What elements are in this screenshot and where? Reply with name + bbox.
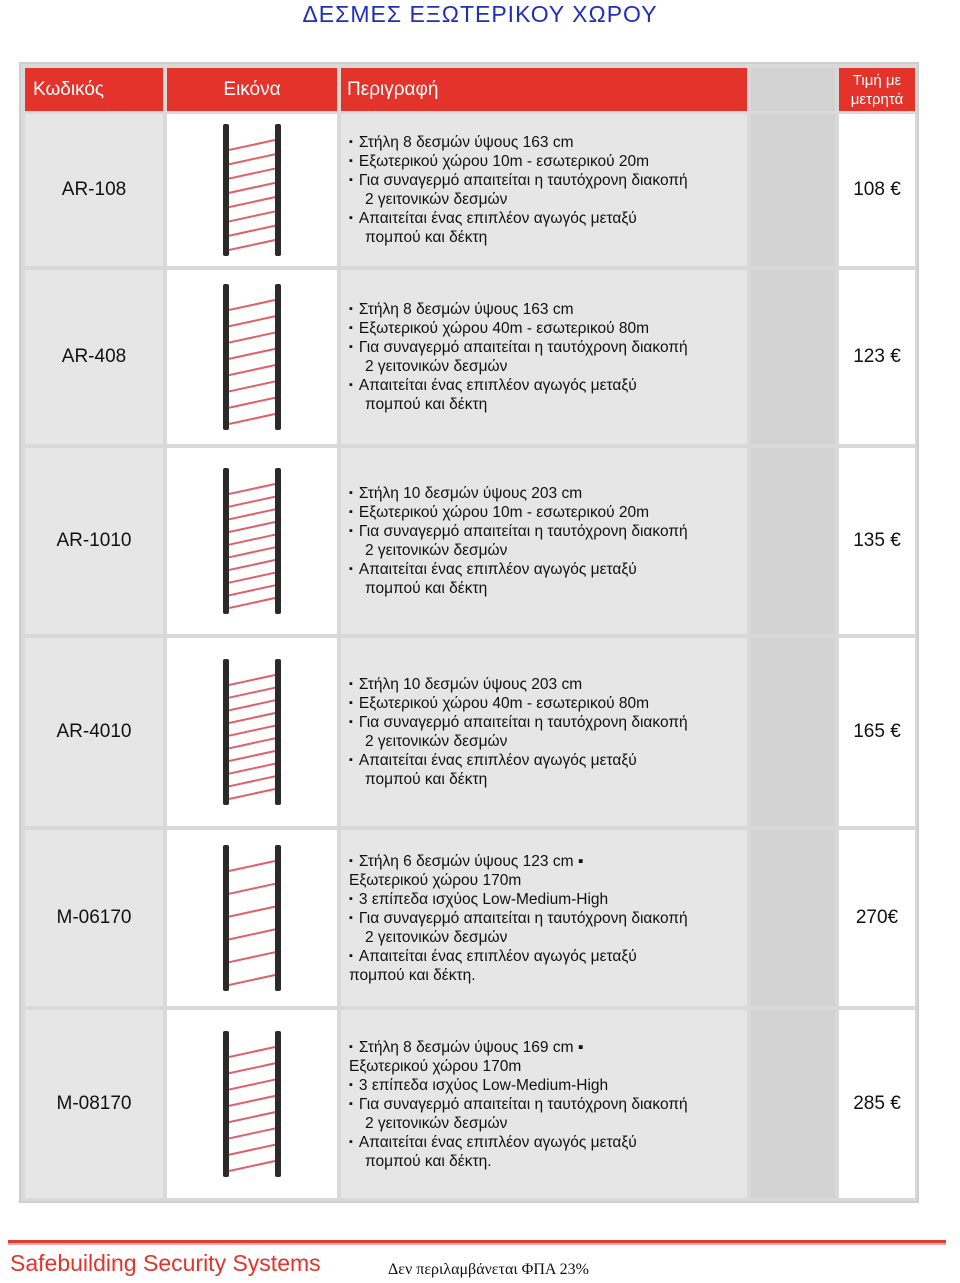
- beam-line: [229, 497, 275, 507]
- beam-column-image: [167, 830, 337, 1006]
- description-line: ▪ Για συναγερμό απαιτείται η ταυτόχρονη διακοπή: [349, 713, 747, 732]
- beam-post: [223, 845, 229, 991]
- description-line: ▪ Για συναγερμό απαιτείται η ταυτόχρονη διακοπή: [349, 338, 747, 357]
- footer-divider: [8, 1240, 946, 1243]
- description-line: ▪ Στήλη 8 δεσμών ύψους 163 cm: [349, 300, 747, 319]
- description-line: 2 γειτονικών δεσμών: [365, 928, 508, 946]
- description-line: ▪ Απαιτείται ένας επιπλέον αγωγός μεταξύ: [349, 751, 747, 770]
- beam-line: [229, 240, 275, 250]
- product-description: [341, 114, 747, 266]
- beam-line: [229, 509, 275, 519]
- beam-line: [229, 1145, 275, 1155]
- beam-line: [229, 1063, 275, 1073]
- price-table: [19, 62, 919, 1203]
- header-price-line1: Τιμή με: [852, 71, 902, 89]
- beam-column-image: [167, 114, 337, 266]
- beam-post: [275, 1031, 281, 1177]
- beam-post: [275, 845, 281, 991]
- table-row: [21, 830, 917, 1006]
- description-line: ▪ Απαιτείται ένας επιπλέον αγωγός μεταξύ: [349, 560, 747, 579]
- beam-post: [223, 468, 229, 614]
- header-price-line2: μετρητά: [850, 90, 904, 108]
- beam-line: [229, 1128, 275, 1138]
- table-row: [21, 270, 917, 444]
- beam-line: [229, 154, 275, 164]
- product-code: AR-1010: [25, 448, 163, 634]
- beam-line: [229, 713, 275, 723]
- description-line: Εξωτερικού χώρου 170m: [349, 871, 522, 889]
- beam-column-icon: [217, 1029, 287, 1179]
- beam-line: [229, 975, 275, 985]
- description-line: πομπού και δέκτη.: [365, 1152, 492, 1170]
- beam-line: [229, 726, 275, 736]
- description-line: ▪ Στήλη 10 δεσμών ύψους 203 cm: [349, 675, 747, 694]
- description-line: 2 γειτονικών δεσμών: [365, 542, 508, 559]
- beam-line: [229, 907, 275, 917]
- beam-line: [229, 414, 275, 424]
- description-line: ▪ Για συναγερμό απαιτείται η ταυτόχρονη διακοπή: [349, 171, 747, 190]
- beam-column-icon: [217, 843, 287, 993]
- beam-line: [229, 884, 275, 894]
- table-header: [21, 64, 917, 111]
- header-description: Περιγραφή: [341, 68, 747, 111]
- table-row: [21, 114, 917, 266]
- table-row: [21, 1010, 917, 1198]
- product-description: [341, 638, 747, 826]
- beam-line: [229, 688, 275, 698]
- beam-post: [275, 659, 281, 805]
- beam-line: [229, 1112, 275, 1122]
- description-line: ▪ Εξωτερικού χώρου 10m - εσωτερικού 20m: [349, 503, 747, 522]
- description-line: ▪ Εξωτερικού χώρου 40m - εσωτερικού 80m: [349, 694, 747, 713]
- beam-line: [229, 1096, 275, 1106]
- beam-line: [229, 700, 275, 710]
- beam-line: [229, 929, 275, 939]
- beam-line: [229, 776, 275, 786]
- spacer-cell: [751, 448, 835, 634]
- beam-line: [229, 1047, 275, 1057]
- header-spacer: [751, 68, 835, 111]
- spacer-cell: [751, 638, 835, 826]
- beam-line: [229, 365, 275, 375]
- beam-column-image: [167, 448, 337, 634]
- table-row: [21, 638, 917, 826]
- product-code: M-06170: [25, 830, 163, 1006]
- description-line: ▪ Για συναγερμό απαιτείται η ταυτόχρονη διακοπή: [349, 909, 747, 928]
- spacer-cell: [751, 1010, 835, 1198]
- beam-line: [229, 226, 275, 236]
- description-line: 2 γειτονικών δεσμών: [365, 733, 508, 750]
- page-title: ΔΕΣΜΕΣ ΕΞΩΤΕΡΙΚΟΥ ΧΩΡΟΥ: [302, 1, 658, 27]
- beam-post: [223, 284, 229, 430]
- beam-line: [229, 861, 275, 871]
- product-code: AR-408: [25, 270, 163, 444]
- description-line: 2 γειτονικών δεσμών: [365, 191, 508, 208]
- beam-line: [229, 300, 275, 310]
- beam-line: [229, 789, 275, 799]
- description-line: ▪ Απαιτείται ένας επιπλέον αγωγός μεταξύ: [349, 947, 747, 966]
- beam-line: [229, 349, 275, 359]
- beam-column-icon: [217, 657, 287, 807]
- beam-line: [229, 573, 275, 583]
- product-code: AR-108: [25, 114, 163, 266]
- product-price: 123 €: [839, 270, 915, 444]
- description-line: πομπού και δέκτη: [365, 396, 488, 413]
- beam-column-icon: [217, 466, 287, 616]
- beam-post: [275, 124, 281, 256]
- beam-line: [229, 1080, 275, 1090]
- description-line: πομπού και δέκτη: [365, 771, 488, 788]
- beam-line: [229, 535, 275, 545]
- beam-post: [223, 1031, 229, 1177]
- description-line: 2 γειτονικών δεσμών: [365, 358, 508, 375]
- spacer-cell: [751, 270, 835, 444]
- description-line: ▪ Για συναγερμό απαιτείται η ταυτόχρονη διακοπή: [349, 522, 747, 541]
- beam-line: [229, 751, 275, 761]
- product-price: 165 €: [839, 638, 915, 826]
- beam-line: [229, 1161, 275, 1171]
- product-description: [341, 448, 747, 634]
- description-line: ▪ 3 επίπεδα ισχύος Low-Medium-High: [349, 1076, 747, 1095]
- description-line: ▪ Στήλη 8 δεσμών ύψους 163 cm: [349, 133, 747, 152]
- description-line: ▪ Απαιτείται ένας επιπλέον αγωγός μεταξύ: [349, 376, 747, 395]
- beam-post: [275, 284, 281, 430]
- description-line: ▪ Απαιτείται ένας επιπλέον αγωγός μεταξύ: [349, 209, 747, 228]
- description-line: ▪ Για συναγερμό απαιτείται η ταυτόχρονη διακοπή: [349, 1095, 747, 1114]
- beam-line: [229, 560, 275, 570]
- beam-line: [229, 764, 275, 774]
- beam-column-image: [167, 638, 337, 826]
- spacer-cell: [751, 830, 835, 1006]
- description-line: ▪ Εξωτερικού χώρου 40m - εσωτερικού 80m: [349, 319, 747, 338]
- description-line: 2 γειτονικών δεσμών: [365, 1114, 508, 1132]
- beam-line: [229, 398, 275, 408]
- product-price: 108 €: [839, 114, 915, 266]
- description-line: ▪ Εξωτερικού χώρου 10m - εσωτερικού 20m: [349, 152, 747, 171]
- beam-line: [229, 381, 275, 391]
- spacer-cell: [751, 114, 835, 266]
- description-line: ▪ Στήλη 10 δεσμών ύψους 203 cm: [349, 484, 747, 503]
- description-line: ▪ Απαιτείται ένας επιπλέον αγωγός μεταξύ: [349, 1133, 747, 1152]
- header-image: Εικόνα: [167, 68, 337, 111]
- description-line: πομπού και δέκτη.: [349, 966, 476, 984]
- product-description: [341, 270, 747, 444]
- vat-note: Δεν περιλαμβάνεται ΦΠΑ 23%: [388, 1261, 589, 1278]
- beam-post: [223, 659, 229, 805]
- description-line: ▪ Στήλη 6 δεσμών ύψους 123 cm ▪: [349, 852, 747, 871]
- description-line: ▪ Στήλη 8 δεσμών ύψους 169 cm ▪: [349, 1038, 747, 1057]
- beam-line: [229, 316, 275, 326]
- product-description: [341, 830, 747, 1006]
- beam-line: [229, 738, 275, 748]
- description-line: πομπού και δέκτη: [365, 229, 488, 246]
- beam-line: [229, 675, 275, 685]
- description-line: ▪ 3 επίπεδα ισχύος Low-Medium-High: [349, 890, 747, 909]
- beam-line: [229, 140, 275, 150]
- beam-line: [229, 211, 275, 221]
- beam-column-image: [167, 270, 337, 444]
- beam-line: [229, 197, 275, 207]
- product-code: AR-4010: [25, 638, 163, 826]
- description-line: Εξωτερικού χώρου 170m: [349, 1057, 522, 1075]
- beam-column-icon: [217, 282, 287, 432]
- beam-line: [229, 169, 275, 179]
- product-code: M-08170: [25, 1010, 163, 1198]
- header-code: Κωδικός: [25, 68, 163, 111]
- beam-post: [223, 124, 229, 256]
- product-price: 270€: [839, 830, 915, 1006]
- product-price: 135 €: [839, 448, 915, 634]
- beam-line: [229, 598, 275, 608]
- table-row: [21, 448, 917, 634]
- beam-line: [229, 585, 275, 595]
- beam-line: [229, 522, 275, 532]
- header-price: [839, 68, 915, 111]
- description-line: πομπού και δέκτη: [365, 580, 488, 597]
- product-description: [341, 1010, 747, 1198]
- beam-post: [275, 468, 281, 614]
- beam-column-image: [167, 1010, 337, 1198]
- beam-line: [229, 547, 275, 557]
- beam-line: [229, 183, 275, 193]
- footer-brand: Safebuilding Security Systems: [10, 1250, 321, 1276]
- beam-line: [229, 333, 275, 343]
- beam-line: [229, 484, 275, 494]
- beam-line: [229, 952, 275, 962]
- product-price: 285 €: [839, 1010, 915, 1198]
- beam-column-icon: [217, 122, 287, 258]
